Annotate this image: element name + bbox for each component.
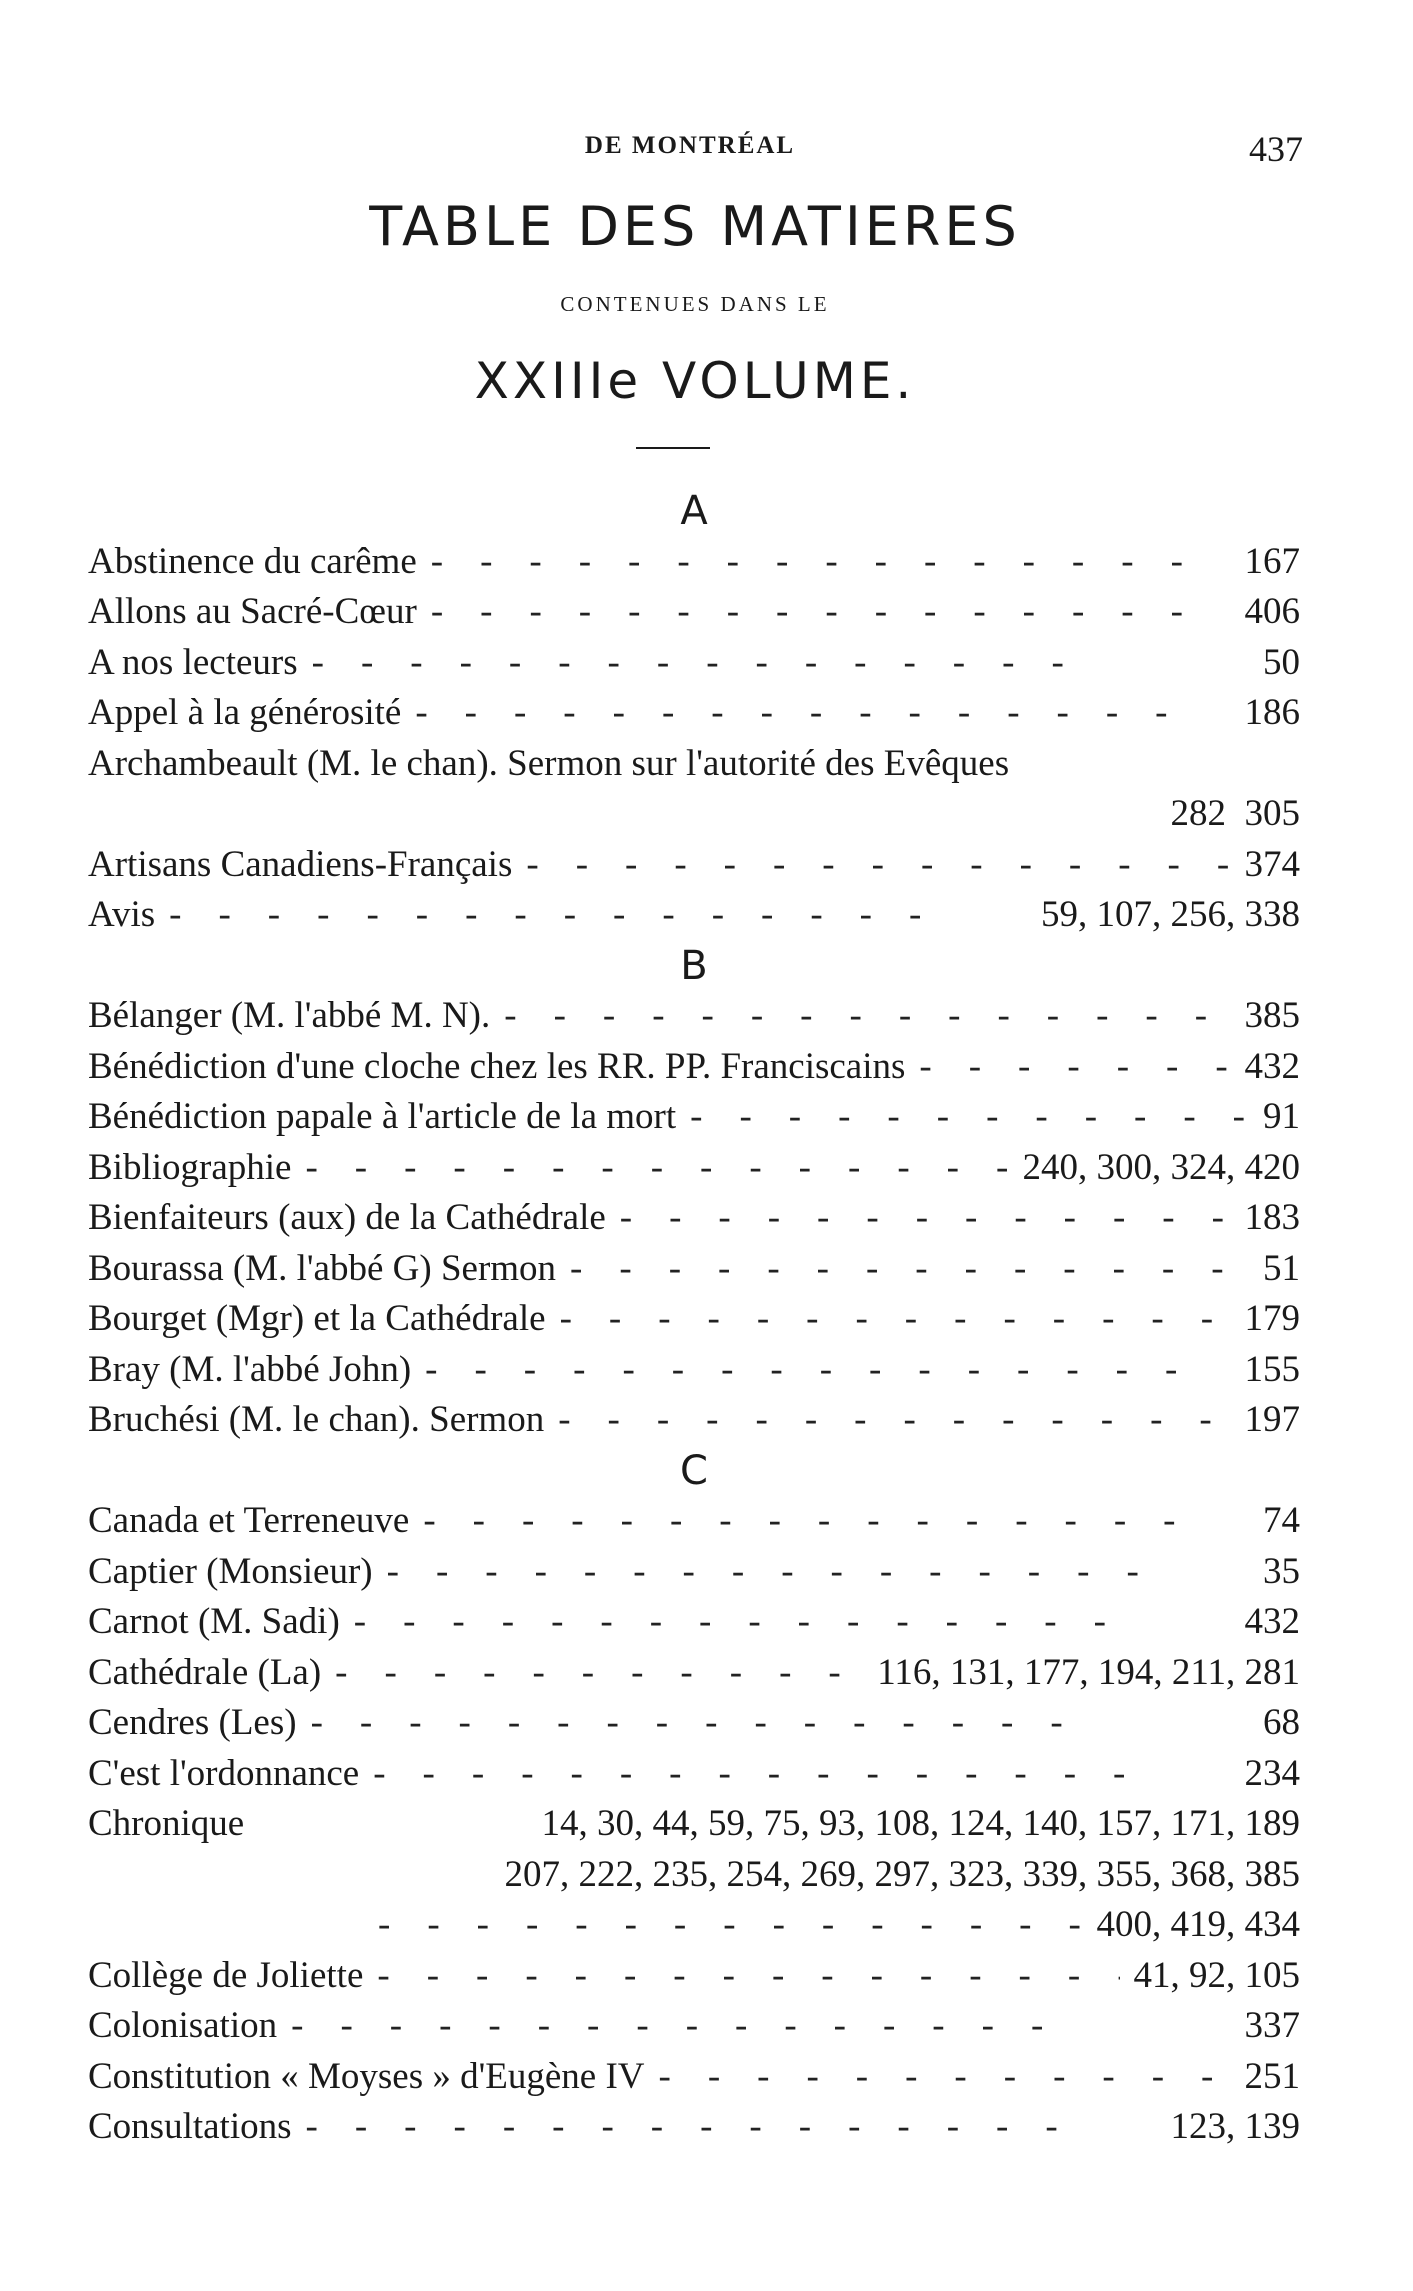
- dot-leader: [431, 537, 1231, 588]
- dot-leader: [373, 1749, 1230, 1800]
- toc-entry: [88, 638, 1300, 689]
- toc-entry: [88, 1294, 1300, 1345]
- entry-pages: 50: [1263, 641, 1300, 683]
- dot-leader: [690, 1092, 1249, 1143]
- toc-entry: [88, 1547, 1300, 1598]
- entry-pages: 74: [1263, 1500, 1300, 1541]
- entry-pages: 183: [1244, 1197, 1300, 1238]
- entry-title: Avis: [88, 894, 156, 935]
- entry-title: Bénédiction papale à l'article de la mort: [88, 1096, 677, 1137]
- entry-pages: 167: [1244, 540, 1300, 582]
- dot-leader: [560, 1294, 1231, 1345]
- dot-leader: [659, 2052, 1231, 2103]
- toc-entry: [88, 1698, 1300, 1749]
- toc-entry: [88, 1496, 1300, 1547]
- dot-leader: [504, 991, 1230, 1042]
- entry-pages: 14, 30, 44, 59, 75, 93, 108, 124, 140, 157, 171, 189: [541, 1803, 1300, 1844]
- dot-leader: [378, 1900, 1083, 1951]
- toc-entry: [88, 537, 1300, 588]
- dot-leader: [169, 890, 1027, 941]
- dot-leader: [425, 1345, 1230, 1396]
- entry-title: Bénédiction d'une cloche chez les RR. PP. Franciscains: [88, 1045, 906, 1087]
- dot-leader: [570, 1244, 1249, 1295]
- toc-entry: [88, 1042, 1300, 1093]
- entry-pages: 35: [1263, 1550, 1300, 1592]
- entry-pages: 432: [1244, 1601, 1300, 1642]
- toc-entry: [88, 890, 1300, 941]
- entry-pages-continued: 400, 419, 434: [1096, 1904, 1300, 1945]
- entry-title: Bibliographie: [88, 1146, 292, 1188]
- entry-pages: 116, 131, 177, 194, 211, 281: [877, 1651, 1300, 1693]
- entry-title: Bélanger (M. l'abbé M. N).: [88, 995, 491, 1036]
- entry-title: Chronique: [88, 1803, 245, 1844]
- toc-entry: [88, 1143, 1300, 1194]
- entry-title: Consultations: [88, 2106, 292, 2147]
- dot-leader: [526, 840, 1230, 891]
- entry-title: Abstinence du carême: [88, 540, 417, 582]
- section-letter-a: A: [680, 488, 708, 534]
- entry-pages: 123, 139: [1170, 2106, 1300, 2147]
- running-title: DE MONTRÉAL: [584, 132, 796, 159]
- entry-title: Cathédrale (La): [88, 1651, 322, 1693]
- entry-title: Constitution « Moyses » d'Eugène IV: [88, 2055, 645, 2097]
- entry-title: Colonisation: [88, 2005, 278, 2046]
- toc-entry: [88, 840, 1300, 891]
- toc-entry: [88, 1951, 1300, 2002]
- entry-pages: 432: [1244, 1045, 1300, 1087]
- toc-entry: [88, 587, 1300, 638]
- running-head: [0, 128, 1413, 168]
- entry-pages: 59, 107, 256, 338: [1041, 894, 1300, 935]
- page-title: TABLE DES MATIERES: [369, 195, 1021, 258]
- entry-title: Cendres (Les): [88, 1702, 297, 1743]
- section-letter-c: C: [680, 1447, 708, 1494]
- dot-leader: [431, 587, 1231, 638]
- toc-entry: [88, 991, 1300, 1042]
- entry-title: Archambeault (M. le chan). Sermon sur l'autorité des Evêques: [88, 742, 1010, 784]
- entry-pages: 374: [1244, 843, 1300, 885]
- entry-title: Bienfaiteurs (aux) de la Cathédrale: [88, 1197, 606, 1238]
- page-number: 437: [1249, 129, 1303, 169]
- dot-leader: [305, 1143, 1008, 1194]
- entry-pages: 251: [1244, 2055, 1300, 2097]
- entry-title: Allons au Sacré-Cœur: [88, 591, 417, 632]
- toc-entry: [88, 1749, 1300, 1800]
- table-of-contents: [88, 486, 1300, 2153]
- toc-entry: [88, 1799, 1300, 1951]
- entry-pages: 197: [1244, 1399, 1300, 1440]
- toc-entry: [88, 1345, 1300, 1396]
- dot-leader: [306, 2102, 1157, 2153]
- entry-title: Collège de Joliette: [88, 1954, 364, 1996]
- entry-pages: 406: [1244, 591, 1300, 632]
- dot-leader: [423, 1496, 1249, 1547]
- entry-pages: 234: [1244, 1752, 1300, 1794]
- entry-title: Bourassa (M. l'abbé G) Sermon: [88, 1247, 557, 1289]
- dot-leader: [919, 1042, 1230, 1093]
- entry-pages: 68: [1263, 1702, 1300, 1743]
- dot-leader: [311, 1698, 1249, 1749]
- dot-leader: [387, 1547, 1249, 1598]
- toc-entry: [88, 739, 1300, 840]
- volume-heading: XXIIIe VOLUME.: [474, 352, 916, 410]
- entry-pages: 282 305: [1170, 793, 1300, 834]
- entry-pages: 179: [1244, 1298, 1300, 1339]
- dot-leader: [377, 1951, 1119, 2002]
- divider-rule: [636, 447, 710, 449]
- entry-pages: 41, 92, 105: [1133, 1954, 1300, 1996]
- entry-title: Bruchési (M. le chan). Sermon: [88, 1399, 545, 1440]
- entry-title: Artisans Canadiens-Français: [88, 843, 513, 885]
- entry-title: Carnot (M. Sadi): [88, 1601, 340, 1642]
- toc-entry: [88, 1597, 1300, 1648]
- entry-title: Bray (M. l'abbé John): [88, 1348, 412, 1390]
- entry-pages: 91: [1263, 1096, 1300, 1137]
- toc-entry: [88, 2052, 1300, 2103]
- toc-entry: [88, 1092, 1300, 1143]
- entry-pages: 240, 300, 324, 420: [1022, 1146, 1300, 1188]
- entry-title: A nos lecteurs: [88, 641, 298, 683]
- dot-leader: [312, 638, 1249, 689]
- dot-leader: [335, 1648, 863, 1699]
- toc-entry: [88, 2102, 1300, 2153]
- entry-title: Appel à la générosité: [88, 692, 402, 733]
- entry-pages: 51: [1263, 1247, 1300, 1289]
- page-subtitle: CONTENUES DANS LE: [560, 292, 830, 316]
- entry-title: C'est l'ordonnance: [88, 1752, 360, 1794]
- toc-entry: [88, 1648, 1300, 1699]
- entry-title: Canada et Terreneuve: [88, 1500, 410, 1541]
- entry-pages: 337: [1244, 2005, 1300, 2046]
- toc-entry: [88, 688, 1300, 739]
- entry-pages-continued: 207, 222, 235, 254, 269, 297, 323, 339, 355, 368, 385: [504, 1853, 1300, 1895]
- toc-entry: [88, 1395, 1300, 1446]
- dot-leader: [558, 1395, 1230, 1446]
- entry-title: Bourget (Mgr) et la Cathédrale: [88, 1298, 546, 1339]
- entry-pages: 385: [1244, 995, 1300, 1036]
- dot-leader: [620, 1193, 1231, 1244]
- toc-entry: [88, 1193, 1300, 1244]
- toc-entry: [88, 2001, 1300, 2052]
- dot-leader: [354, 1597, 1231, 1648]
- entry-pages: 155: [1244, 1348, 1300, 1390]
- dot-leader: [291, 2001, 1230, 2052]
- dot-leader: [415, 688, 1230, 739]
- section-letter-b: B: [680, 942, 708, 989]
- entry-pages: 186: [1244, 692, 1300, 733]
- entry-title: Captier (Monsieur): [88, 1550, 373, 1592]
- toc-entry: [88, 1244, 1300, 1295]
